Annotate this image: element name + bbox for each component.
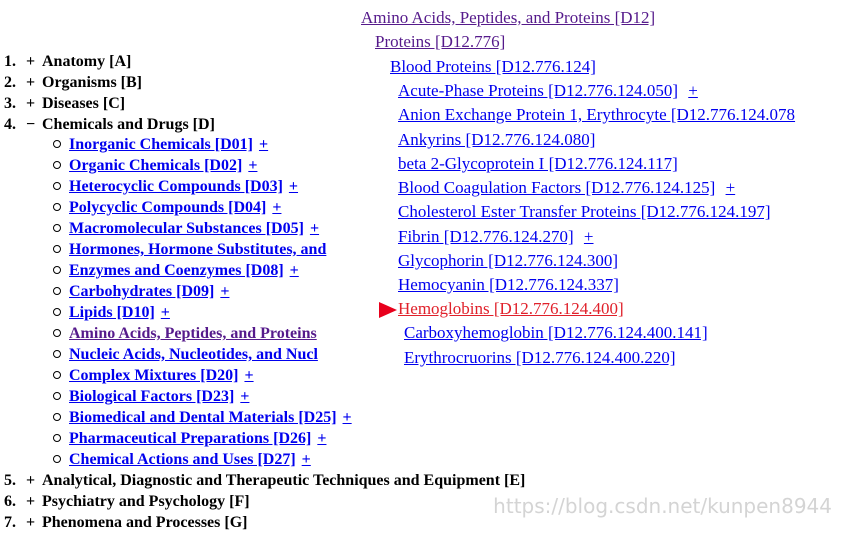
subcategory-link[interactable]: Amino Acids, Peptides, and Proteins [69,325,317,342]
subcategory-item[interactable] [53,260,353,281]
subcategory-link[interactable]: Polycyclic Compounds [D04] [69,199,267,216]
subcategory-link[interactable]: Macromolecular Substances [D05] [69,220,304,237]
bullet-icon [53,203,61,211]
bullet-icon [53,182,61,190]
category-item[interactable] [4,114,215,135]
expand-plus-link[interactable]: + [272,199,282,216]
subcategory-link[interactable]: Heterocyclic Compounds [D03] [69,178,283,195]
subcategory-link[interactable]: Complex Mixtures [D20] [69,367,239,384]
tree-grandchild-link[interactable]: Erythrocruorins [D12.776.124.400.220] [404,348,676,367]
subcategory-link[interactable]: Lipids [D10] [69,304,155,321]
bullet-icon [53,371,61,379]
expand-toggle[interactable]: + [26,74,36,91]
tree-grandchild-link[interactable]: Carboxyhemoglobin [D12.776.124.400.141] [404,323,708,342]
subcategory-item[interactable] [53,176,353,197]
expand-plus-link[interactable]: + [583,227,594,246]
tree-child-item[interactable] [398,103,795,127]
tree-child-item[interactable] [398,225,594,249]
category-label: Organisms [B] [42,74,142,91]
tree-child-item[interactable] [398,79,698,103]
breadcrumb-level-3[interactable] [390,55,596,79]
subcategory-item[interactable] [53,281,353,302]
tree-child-link[interactable]: Acute-Phase Proteins [D12.776.124.050] [398,81,678,100]
category-number: 3. [4,95,16,112]
breadcrumb-level-1[interactable] [361,6,655,30]
bullet-icon [53,392,61,400]
watermark: https://blog.csdn.net/kunpen8944 [493,494,832,518]
expand-toggle[interactable]: + [26,514,36,531]
subcategory-item[interactable] [53,239,356,260]
subcategory-link[interactable]: Carbohydrates [D09] [69,283,215,300]
bullet-icon [53,140,61,148]
tree-child-item[interactable] [398,200,771,224]
subcategory-item[interactable] [53,218,358,239]
collapse-toggle[interactable]: − [26,116,36,133]
expand-plus-link[interactable]: + [160,304,170,321]
category-item[interactable] [4,491,250,512]
bullet-icon [53,245,61,253]
category-item[interactable] [4,93,125,114]
bullet-icon [53,413,61,421]
expand-plus-link[interactable]: + [258,136,269,153]
subcategory-item[interactable] [53,302,353,323]
subcategory-item[interactable] [53,344,355,365]
subcategory-item[interactable] [53,407,413,428]
bullet-icon [53,161,61,169]
tree-child-link[interactable]: Anion Exchange Protein 1, Erythrocyte [D12.776.124.078 [398,105,796,124]
current-item-arrow-icon [379,302,397,318]
category-label: Phenomena and Processes [G] [42,514,248,531]
subcategory-link[interactable]: Organic Chemicals [D02] [69,157,243,174]
tree-child-link[interactable]: Hemocyanin [D12.776.124.337] [398,275,619,294]
bullet-icon [53,455,61,463]
expand-plus-link[interactable]: + [301,451,311,468]
tree-child-item[interactable] [398,128,595,152]
expand-plus-link[interactable]: + [244,367,254,384]
tree-child-link[interactable]: Fibrin [D12.776.124.270] [398,227,574,246]
breadcrumb-link[interactable]: Proteins [D12.776] [375,32,506,51]
category-label: Psychiatry and Psychology [F] [42,493,250,510]
category-item[interactable] [4,470,525,491]
subcategory-link[interactable]: Chemical Actions and Uses [D27] [69,451,296,468]
category-label: Anatomy [A] [42,53,132,70]
expand-plus-link[interactable]: + [240,388,250,405]
subcategory-item[interactable] [53,449,363,470]
tree-child-item[interactable] [398,176,735,200]
bullet-icon [53,434,61,442]
category-number: 1. [4,53,16,70]
breadcrumb-link[interactable]: Blood Proteins [D12.776.124] [390,57,596,76]
subcategory-item[interactable] [53,155,353,176]
tree-grandchild-item[interactable] [404,346,676,370]
expand-toggle[interactable]: + [26,493,36,510]
expand-plus-link[interactable]: + [288,178,299,195]
tree-grandchild-item[interactable] [404,321,708,345]
subcategory-link[interactable]: Inorganic Chemicals [D01] [69,136,253,153]
breadcrumb-level-2[interactable] [375,30,505,54]
tree-child-link[interactable]: Cholesterol Ester Transfer Proteins [D12.776.124.197] [398,202,771,221]
category-number: 7. [4,514,16,531]
subcategory-link[interactable]: Biological Factors [D23] [69,388,235,405]
current-tree-link[interactable]: Hemoglobins [D12.776.124.400] [398,299,624,318]
expand-toggle[interactable]: + [26,95,36,112]
expand-plus-link[interactable]: + [220,283,230,300]
expand-plus-link[interactable]: + [688,81,698,100]
subcategory-link[interactable]: Pharmaceutical Preparations [D26] [69,430,312,447]
category-label: Diseases [C] [42,95,126,112]
subcategory-link[interactable]: Enzymes and Coenzymes [D08] [69,262,284,279]
category-item[interactable] [4,72,142,93]
category-item[interactable] [4,51,131,72]
expand-toggle[interactable]: + [26,472,36,489]
expand-plus-link[interactable]: + [309,220,320,237]
expand-plus-link[interactable]: + [289,262,299,279]
category-number: 6. [4,493,16,510]
category-number: 5. [4,472,16,489]
tree-child-link[interactable]: Ankyrins [D12.776.124.080] [398,130,596,149]
tree-child-item[interactable] [398,249,618,273]
subcategory-item[interactable] [53,134,353,155]
tree-child-link[interactable]: Glycophorin [D12.776.124.300] [398,251,619,270]
bullet-icon [53,329,61,337]
bullet-icon [53,350,61,358]
subcategory-item[interactable] [53,428,373,449]
subcategory-link[interactable]: Hormones, Hormone Substitutes, and [69,241,327,258]
tree-child-item[interactable] [398,273,619,297]
expand-plus-link[interactable]: + [317,430,327,447]
tree-child-item[interactable] [398,152,678,176]
bullet-icon [53,266,61,274]
expand-plus-link[interactable]: + [342,409,352,426]
subcategory-link[interactable]: Nucleic Acids, Nucleotides, and Nucl [69,346,318,363]
bullet-icon [53,287,61,295]
expand-toggle[interactable]: + [26,53,36,70]
subcategory-item[interactable] [53,197,353,218]
tree-child-link[interactable]: Blood Coagulation Factors [D12.776.124.125] [398,178,716,197]
bullet-icon [53,308,61,316]
bullet-icon [53,224,61,232]
category-item[interactable] [4,512,247,533]
category-number: 2. [4,74,16,91]
tree-current-item[interactable] [398,297,624,321]
subcategory-item[interactable] [53,386,353,407]
category-label: Chemicals and Drugs [D] [42,116,215,133]
category-number: 4. [4,116,16,133]
breadcrumb-link[interactable]: Amino Acids, Peptides, and Proteins [D12] [361,8,656,27]
expand-plus-link[interactable]: + [248,157,258,174]
category-label: Analytical, Diagnostic and Therapeutic Techniques and Equipment [E] [42,472,526,489]
subcategory-item[interactable] [53,365,353,386]
subcategory-link[interactable]: Biomedical and Dental Materials [D25] [69,409,337,426]
tree-child-link[interactable]: beta 2-Glycoprotein I [D12.776.124.117] [398,154,678,173]
subcategory-item[interactable] [53,323,355,344]
expand-plus-link[interactable]: + [725,178,736,197]
